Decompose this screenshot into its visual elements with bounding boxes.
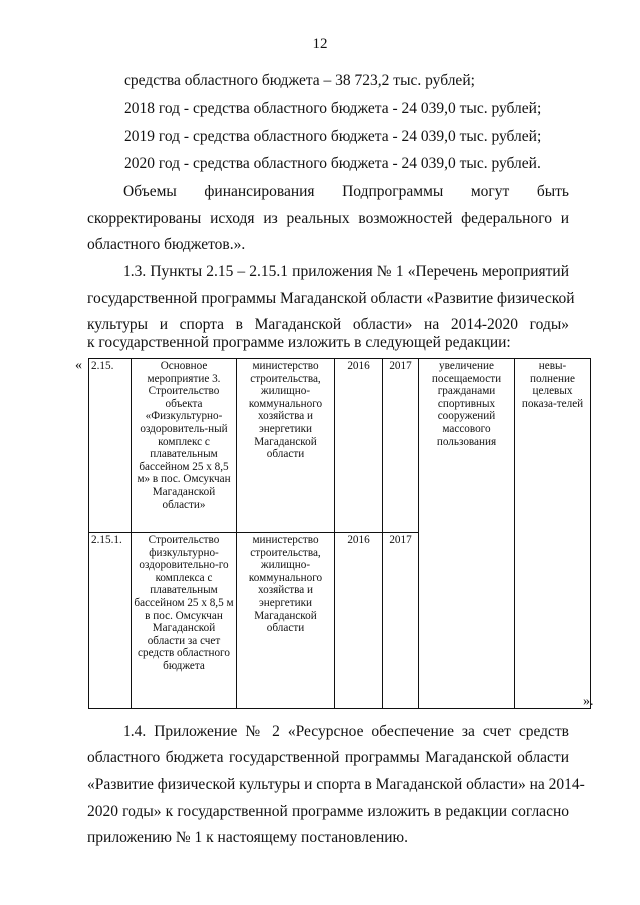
start-year: 2016 — [335, 533, 383, 709]
paragraph-volumes-line: Объемы финансирования Подпрограммы могут быть — [123, 183, 569, 200]
row-number: 2.15. — [89, 359, 132, 533]
table-open-quote: « — [75, 358, 82, 373]
paragraph-volumes-line: областного бюджетов.». — [87, 236, 246, 253]
paragraph-volumes-line: скорректированы исходя из реальных возможностей федерального и — [87, 210, 569, 227]
page-number: 12 — [312, 36, 328, 52]
paragraph-1-4-line: 2020 годы» к государственной программе изложить в редакции согласно — [87, 803, 569, 820]
paragraph-1-3-line: к государственной программе изложить в следующей редакции: — [87, 334, 511, 351]
paragraph-1-4-line: областного бюджета государственной программы Магаданской области — [87, 749, 569, 766]
expected-result: увеличение посещаемости гражданами спортивных сооружений массового пользования — [419, 359, 515, 709]
paragraph-1-4-line: «Развитие физической культуры и спорта в Магаданской области» на 2014- — [87, 776, 585, 793]
text-line: 2020 год - средства областного бюджета - 24 039,0 тыс. рублей. — [124, 155, 541, 172]
table-close-quote: ». — [583, 694, 594, 709]
start-year: 2016 — [335, 359, 383, 533]
text-line: 2018 год - средства областного бюджета - 24 039,0 тыс. рублей; — [124, 100, 542, 117]
end-year: 2017 — [383, 533, 419, 709]
non-implementation-consequence: невы-полнение целевых показа-телей — [515, 359, 591, 709]
executor: министерство строительства, жилищно-коммунального хозяйства и энергетики Магаданской области — [237, 359, 335, 533]
end-year: 2017 — [383, 359, 419, 533]
table-row — [89, 359, 591, 533]
measure-name: Основное мероприятие 3. Строительство объекта «Физкультурно-оздоровитель-ный комплекс с плавательным бассейном 25 х 8,5 м» в пос. Омсукчан Магаданской области» — [132, 359, 237, 533]
measures-table — [88, 358, 591, 709]
text-line: 2019 год - средства областного бюджета - 24 039,0 тыс. рублей; — [124, 128, 542, 145]
text-line: средства областного бюджета – 38 723,2 тыс. рублей; — [124, 72, 475, 89]
paragraph-1-3-line: 1.3. Пункты 2.15 – 2.15.1 приложения № 1 «Перечень мероприятий — [123, 263, 569, 280]
row-number: 2.15.1. — [89, 533, 132, 709]
paragraph-1-3-line: культуры и спорта в Магаданской области» на 2014-2020 годы» — [87, 316, 569, 333]
executor: министерство строительства, жилищно-коммунального хозяйства и энергетики Магаданской области — [237, 533, 335, 709]
paragraph-1-4-line: 1.4. Приложение № 2 «Ресурсное обеспечение за счет средств — [123, 723, 569, 740]
measure-name: Строительство физкультурно-оздоровительно-го комплекса с плавательным бассейном 25 х 8,5 м в пос. Омсукчан Магаданской области за счет средств областного бюджета — [132, 533, 237, 709]
paragraph-1-4-line: приложению № 1 к настоящему постановлению. — [87, 829, 408, 846]
paragraph-1-3-line: государственной программы Магаданской области «Развитие физической — [87, 290, 575, 307]
